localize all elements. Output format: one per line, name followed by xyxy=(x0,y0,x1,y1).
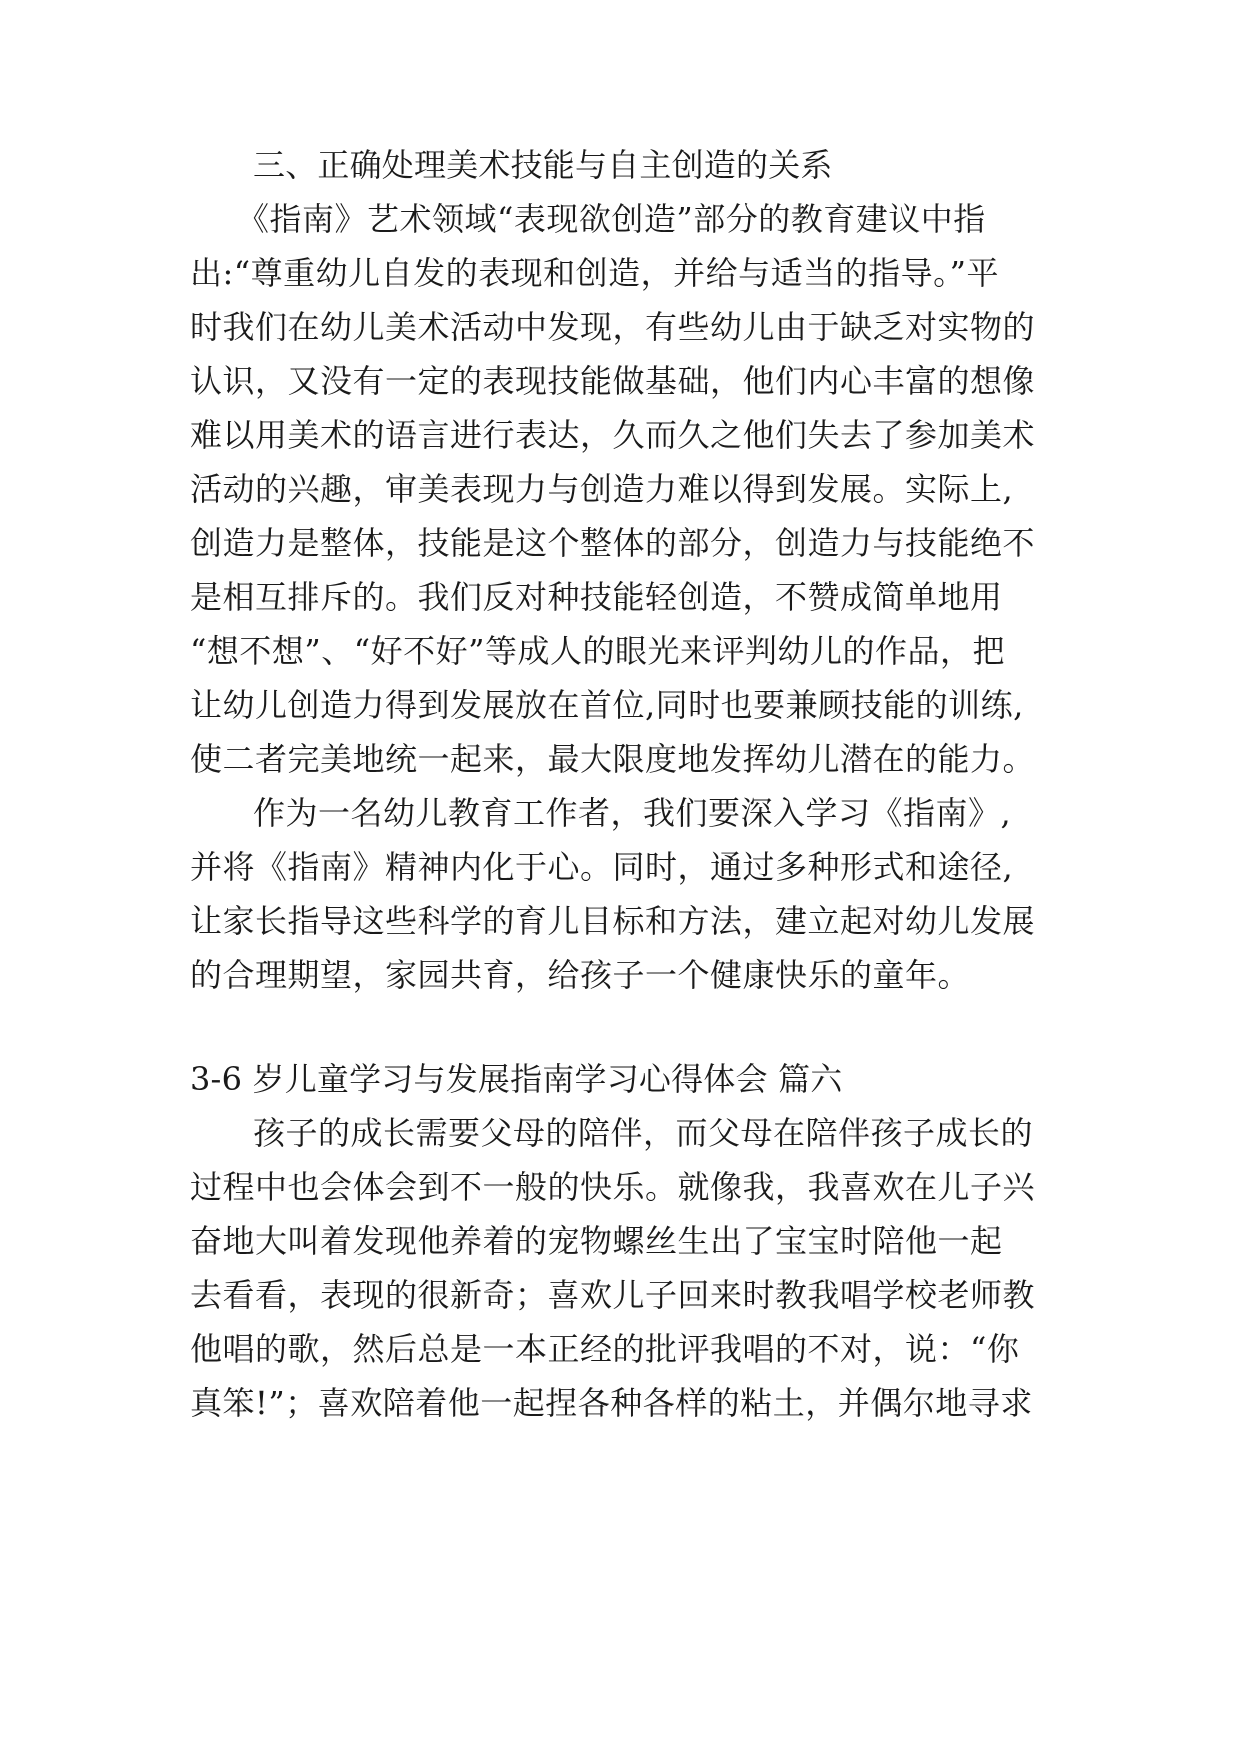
text-line: 认识，又没有一定的表现技能做基础，他们内心丰富的想像 xyxy=(190,362,1036,400)
text-line: 活动的兴趣，审美表现力与创造力难以得到发展。实际上, xyxy=(190,470,1014,508)
text-line: 过程中也会体会到不一般的快乐。就像我，我喜欢在儿子兴 xyxy=(190,1168,1036,1206)
text-line: 难以用美术的语言进行表达，久而久之他们失去了参加美术 xyxy=(190,416,1036,454)
article-title: 3-6 岁儿童学习与发展指南学习心得体会 篇六 xyxy=(190,1060,843,1098)
text-line: 创造力是整体，技能是这个整体的部分，创造力与技能绝不 xyxy=(190,524,1036,562)
text-line: 真笨!”；喜欢陪着他一起捏各种各样的粘土，并偶尔地寻求 xyxy=(190,1384,1033,1422)
text-line: 出:“尊重幼儿自发的表现和创造，并给与适当的指导。”平 xyxy=(190,254,1000,292)
text-line: “想不想”、“好不好”等成人的眼光来评判幼儿的作品，把 xyxy=(190,632,1005,670)
text-line: 使二者完美地统一起来，最大限度地发挥幼儿潜在的能力。 xyxy=(190,740,1036,778)
text-line: 他唱的歌，然后总是一本正经的批评我唱的不对，说：“你 xyxy=(190,1330,1020,1368)
text-line: 时我们在幼儿美术活动中发现，有些幼儿由于缺乏对实物的 xyxy=(190,308,1036,346)
text-line: 让幼儿创造力得到发展放在首位,同时也要兼顾技能的训练, xyxy=(190,686,1024,724)
text-line: 孩子的成长需要父母的陪伴，而父母在陪伴孩子成长的 xyxy=(253,1114,1034,1152)
section-heading: 三、正确处理美术技能与自主创造的关系 xyxy=(253,146,833,184)
text-line: 让家长指导这些科学的育儿目标和方法，建立起对幼儿发展 xyxy=(190,902,1036,940)
text-line: 《指南》艺术领域“表现欲创造”部分的教育建议中指 xyxy=(237,200,986,238)
text-line: 奋地大叫着发现他养着的宠物螺丝生出了宝宝时陪他一起 xyxy=(190,1222,1003,1260)
text-line: 的合理期望，家园共育，给孩子一个健康快乐的童年。 xyxy=(190,956,971,994)
text-line: 并将《指南》精神内化于心。同时，通过多种形式和途径, xyxy=(190,848,1014,886)
text-line: 作为一名幼儿教育工作者，我们要深入学习《指南》, xyxy=(253,794,1012,832)
text-line: 去看看，表现的很新奇；喜欢儿子回来时教我唱学校老师教 xyxy=(190,1276,1036,1314)
text-line: 是相互排斥的。我们反对种技能轻创造，不赞成简单地用 xyxy=(190,578,1003,616)
